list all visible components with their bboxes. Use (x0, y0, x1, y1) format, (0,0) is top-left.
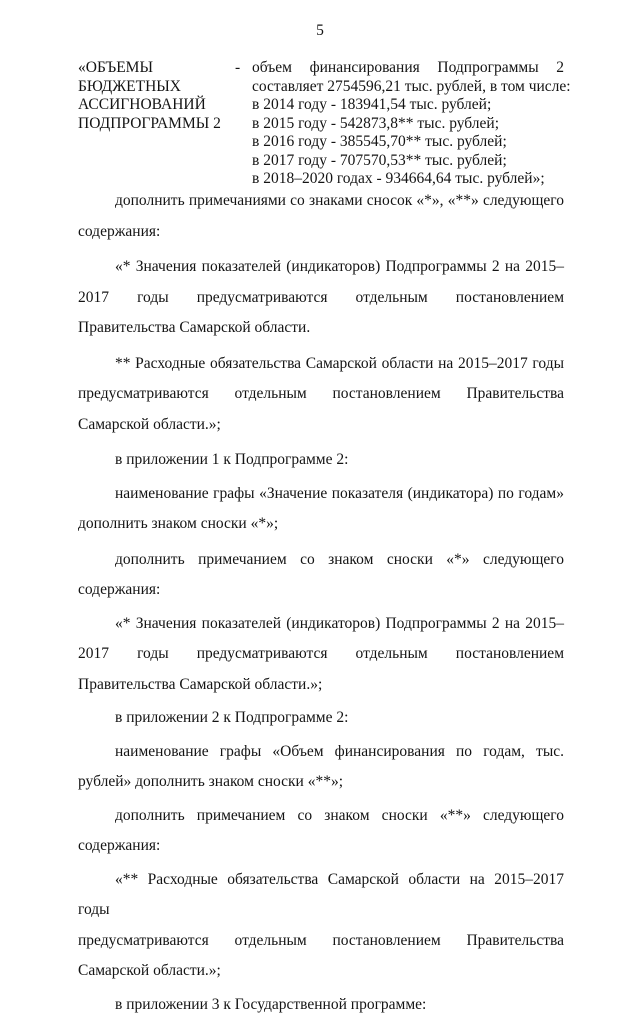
financing-line: в 2014 году - 183941,54 тыс. рублей; (252, 96, 564, 115)
paragraph-note-indicators-2 (78, 609, 564, 701)
heading-line: ПОДПРОГРАММЫ 2 (78, 115, 238, 134)
financing-line: в 2018–2020 годах - 934664,64 тыс. рублей»; (252, 170, 564, 189)
page-number: 5 (0, 22, 640, 40)
paragraph-line: в приложении 2 к Подпрограмме 2: (115, 709, 348, 726)
paragraph-note-indicators (78, 252, 564, 344)
paragraph-line: дополнить примечаниями со знаками сносок «*», «**» следующего (78, 186, 564, 217)
paragraph-appendix-2 (78, 703, 564, 734)
paragraph-line: «** Расходные обязательства Самарской области на 2015–2017 годы (78, 865, 564, 926)
heading-line: «ОБЪЕМЫ (78, 59, 238, 78)
paragraph-appendix-3 (78, 990, 564, 1020)
financing-line: в 2015 году - 542873,8** тыс. рублей; (252, 115, 564, 134)
heading-line: БЮДЖЕТНЫХ (78, 78, 238, 97)
paragraph-note-expenses-2 (78, 865, 564, 987)
paragraph-appendix-1 (78, 445, 564, 476)
paragraph-column-name-1 (78, 479, 564, 540)
paragraph-line: наименование графы «Значение показателя (индикатора) по годам» (78, 479, 564, 510)
paragraph-line: ** Расходные обязательства Самарской области на 2015–2017 годы (78, 349, 564, 380)
paragraph-line: рублей» дополнить знаком сноски «**»; (78, 773, 343, 790)
paragraph-line: в приложении 1 к Подпрограмме 2: (115, 451, 348, 468)
financing-line: в 2017 году - 707570,53** тыс. рублей; (252, 152, 564, 171)
paragraph-line: предусматриваются отдельным постановлением Правительства Самарской области.»; (78, 932, 564, 980)
budget-allocation-details (252, 59, 564, 189)
heading-dash: - (235, 59, 240, 78)
paragraph-line: «* Значения показателей (индикаторов) Подпрограммы 2 на 2015– (78, 609, 564, 640)
paragraph-note-expenses (78, 349, 564, 441)
paragraph-line: 2017 годы предусматриваются отдельным постановлением Правительства Самарской области.»; (78, 645, 564, 693)
heading-line: АССИГНОВАНИЙ (78, 96, 238, 115)
paragraph-add-note-2 (78, 801, 564, 862)
financing-line: составляет 2754596,21 тыс. рублей, в том числе: (252, 78, 564, 97)
paragraph-line: в приложении 3 к Государственной программе: (115, 996, 426, 1013)
paragraph-line: дополнить примечанием со знаком сноски «*» следующего (78, 545, 564, 576)
paragraph-line: содержания: (78, 581, 160, 598)
paragraph-line: 2017 годы предусматриваются отдельным постановлением Правительства Самарской области. (78, 289, 564, 337)
document-body (78, 186, 564, 1020)
paragraph-line: дополнить примечанием со знаком сноски «**» следующего (78, 801, 564, 832)
financing-line: объем финансирования Подпрограммы 2 (252, 59, 564, 78)
budget-allocation-heading (78, 59, 238, 133)
paragraph-line: дополнить знаком сноски «*»; (78, 515, 278, 532)
paragraph-line: «* Значения показателей (индикаторов) Подпрограммы 2 на 2015– (78, 252, 564, 283)
paragraph-column-name-2 (78, 737, 564, 798)
paragraph-line: наименование графы «Объем финансирования по годам, тыс. (78, 737, 564, 768)
financing-line: в 2016 году - 385545,70** тыс. рублей; (252, 133, 564, 152)
paragraph-add-notes (78, 186, 564, 247)
budget-allocation-block (78, 59, 564, 183)
paragraph-line: предусматриваются отдельным постановлением Правительства Самарской области.»; (78, 385, 564, 433)
paragraph-line: содержания: (78, 837, 160, 854)
paragraph-add-note-1 (78, 545, 564, 606)
paragraph-line: содержания: (78, 223, 160, 240)
